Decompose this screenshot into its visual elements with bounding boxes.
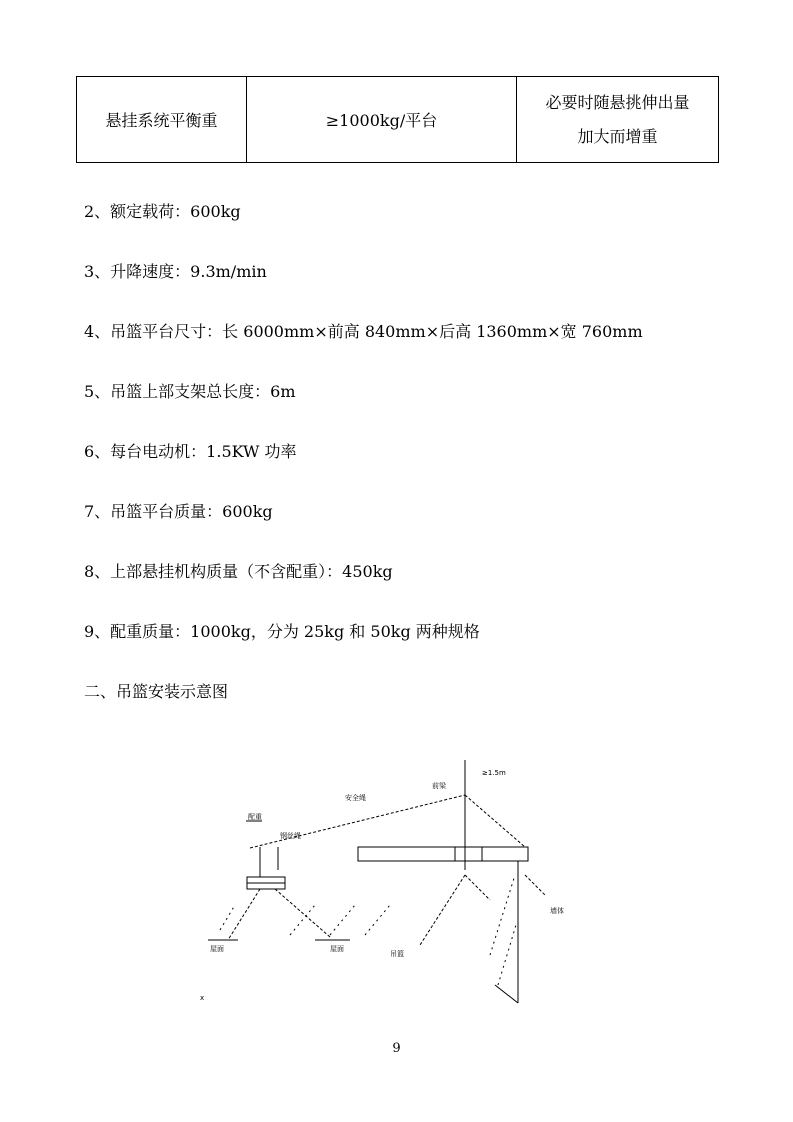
note-line-1: 必要时随悬挑伸出量 [545,92,690,112]
spec-bracket-length: 5、吊篮上部支架总长度：6m [84,382,296,401]
front-brace [465,795,525,847]
label-wall: 墙体 [550,907,564,915]
cantilever-beam [358,847,528,861]
label-beam-front: 前梁 [432,782,446,790]
spec-motor-power: 6、每台电动机：1.5KW 功率 [84,442,297,461]
label-floor-left: 屋面 [210,945,224,953]
label-counterweight: 配重 [248,813,262,821]
installation-diagram [190,755,590,1015]
spec-platform-mass: 7、吊篮平台质量：600kg [84,502,273,521]
table-row [77,77,719,163]
wire-rope [250,795,465,848]
spec-table [76,76,719,163]
spec-counterweight-mass: 9、配重质量：1000kg，分为 25kg 和 50kg 两种规格 [84,622,480,641]
table-cell-name: 悬挂系统平衡重 [77,77,247,163]
table-cell-note [517,77,719,163]
note-line-2: 加大而增重 [577,126,658,146]
spec-lift-speed: 3、升降速度：9.3m/min [84,262,267,281]
spec-rated-load: 2、额定载荷：600kg [84,202,241,221]
label-wire: 钢丝绳 [280,832,301,840]
table-cell-value: ≥1000kg/平台 [247,77,517,163]
label-rope: 安全绳 [345,794,366,802]
label-floor-mid: 屋面 [330,945,344,953]
section-heading: 二、吊篮安装示意图 [84,682,229,701]
spec-suspension-mass: 8、上部悬挂机构质量（不含配重）：450kg [84,562,393,581]
page-number: 9 [392,1041,401,1056]
label-platform: 吊篮 [390,950,404,958]
spec-platform-size: 4、吊篮平台尺寸：长 6000mm×前高 840mm×后高 1360mm×宽 760mm [84,322,643,341]
label-x: x [200,994,205,1002]
label-top-right: ≥1.5m [482,769,506,777]
